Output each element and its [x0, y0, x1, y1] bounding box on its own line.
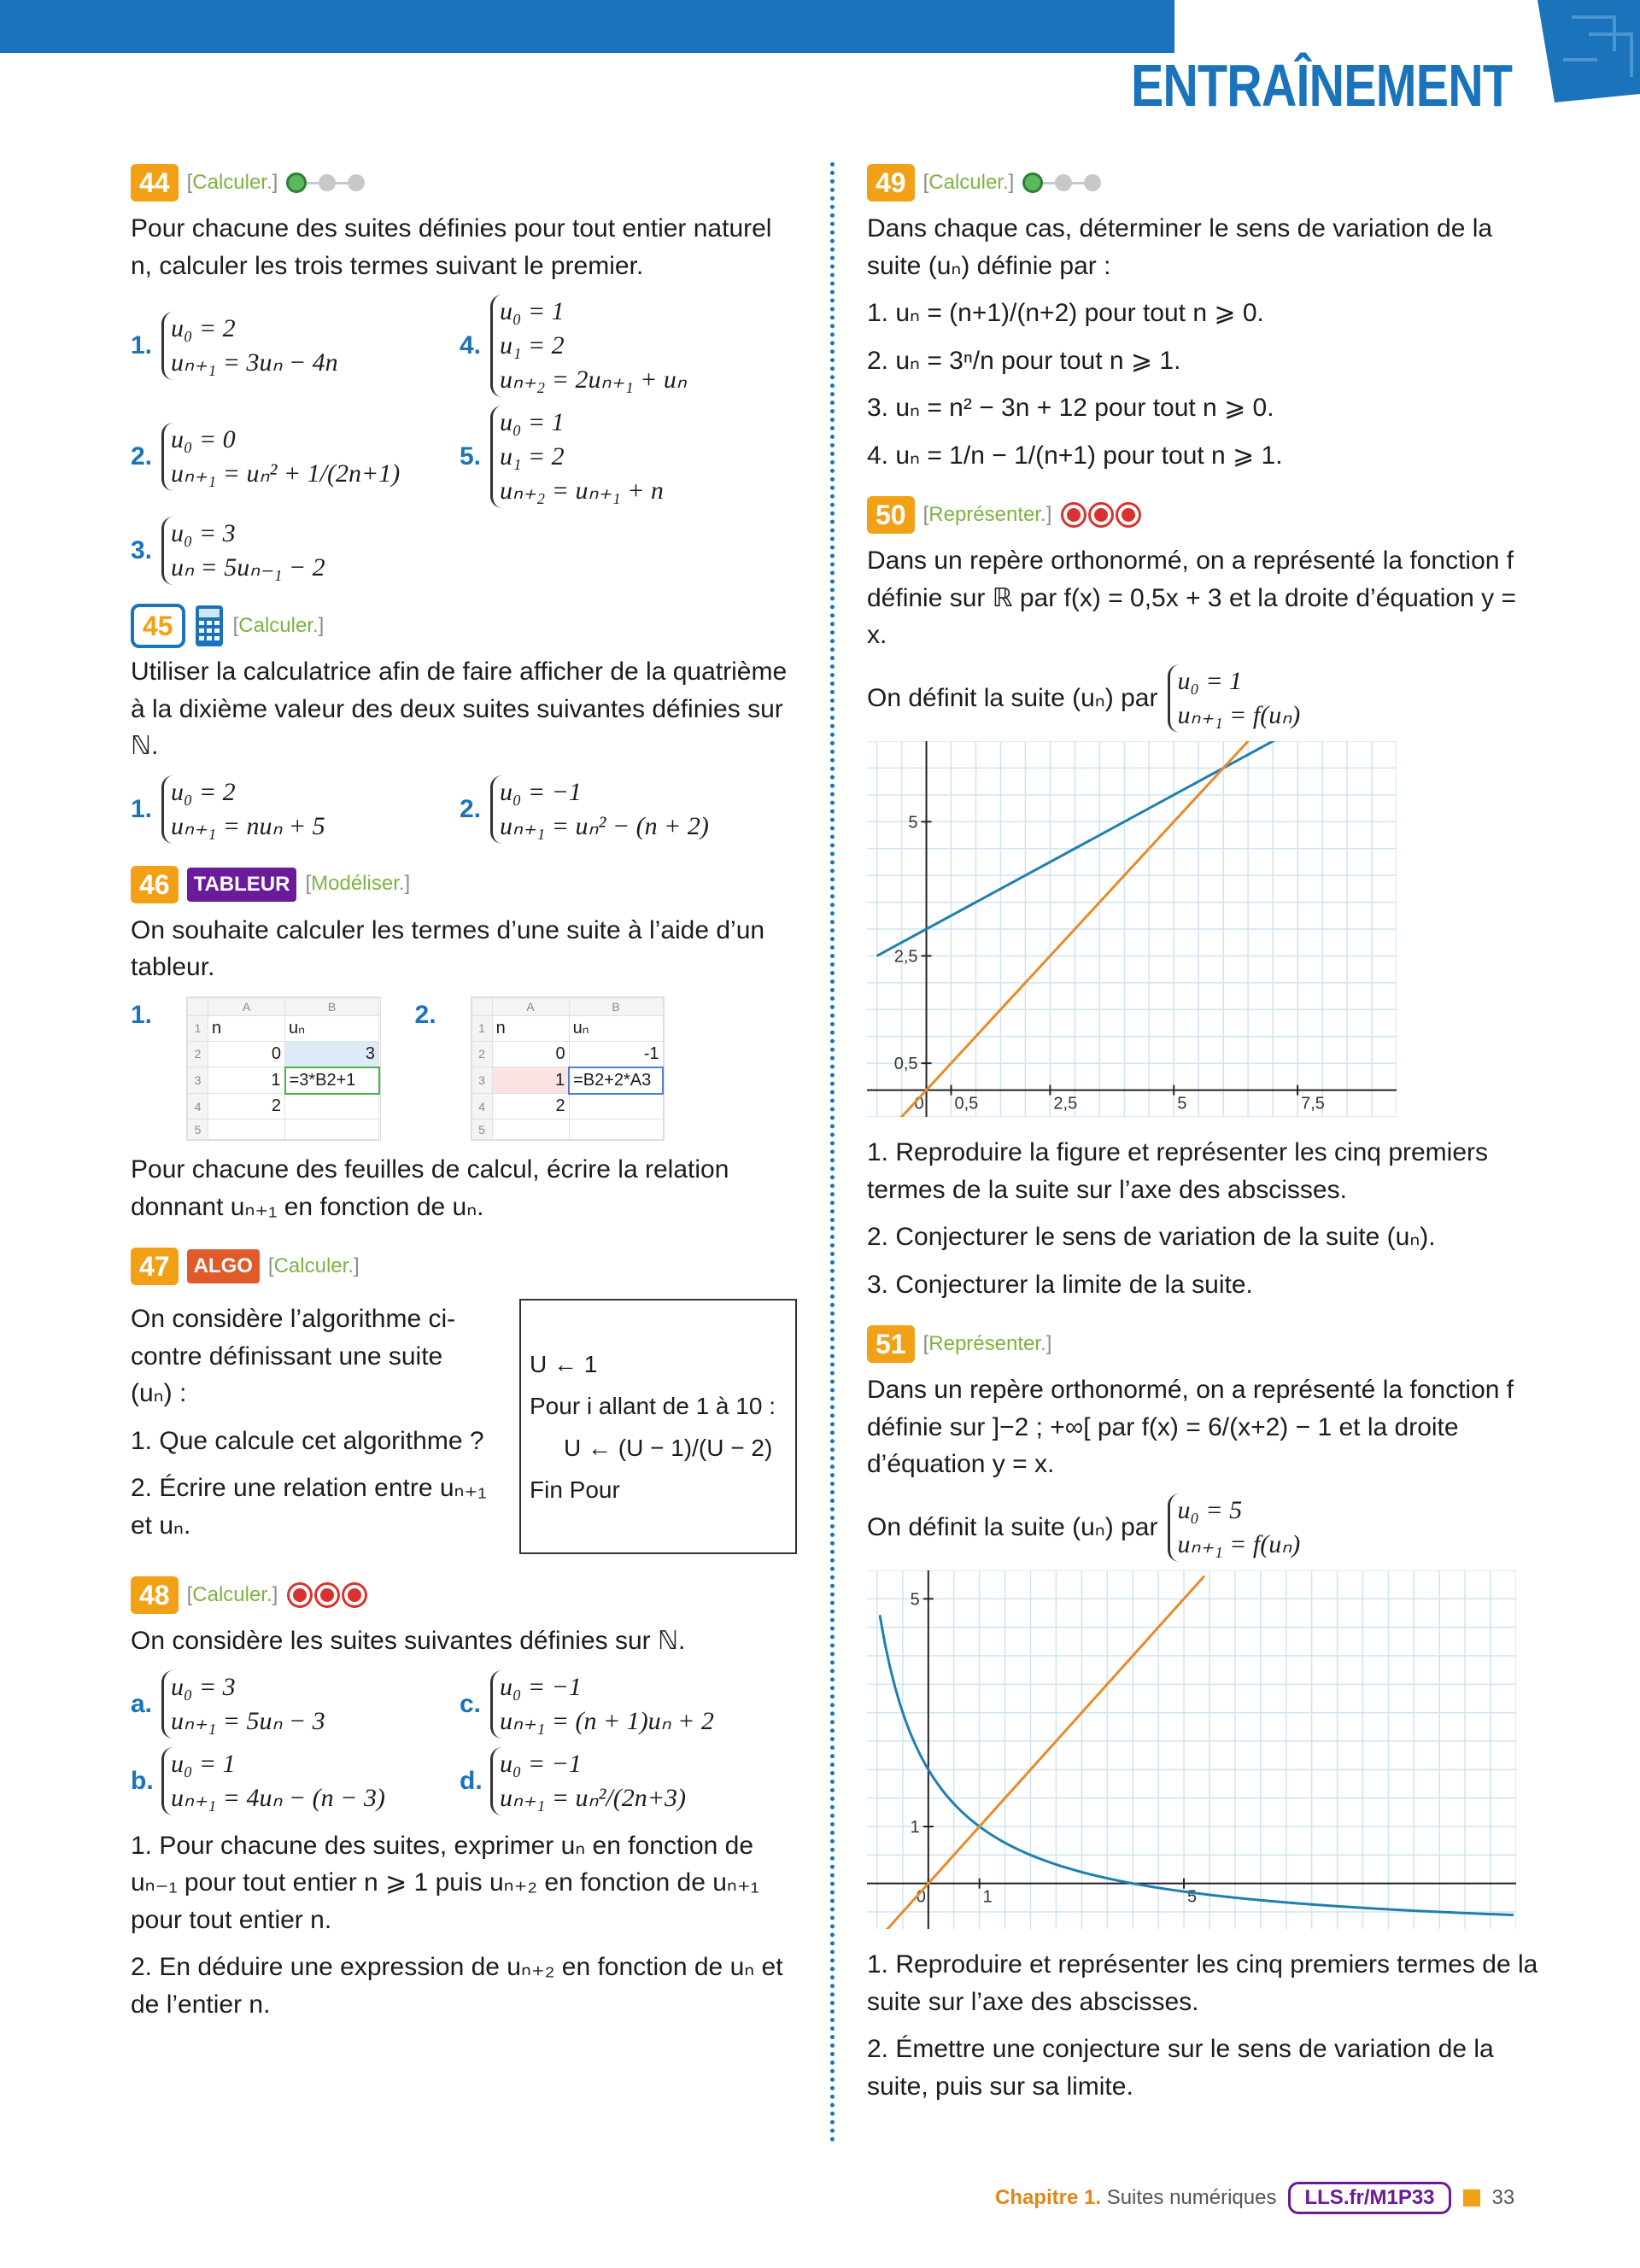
- question-2: 2. En déduire une expression de uₙ₊₂ en fonction de uₙ et de l’entier n.: [131, 1953, 783, 2019]
- x-tick-label: 0: [914, 1094, 924, 1114]
- exercise-question: Pour chacune des feuilles de calcul, écrire la relation donnant uₙ₊₁ en fonction de uₙ.: [131, 1155, 729, 1221]
- exercise-statement: Pour chacune des suites définies pour tout entier naturel n, calculer les trois termes suivant le premier.: [131, 214, 772, 280]
- x-tick-label: 7,5: [1301, 1094, 1325, 1114]
- exercise-statement: On considère les suites suivantes définies sur ℕ.: [131, 1627, 686, 1656]
- exercise-number: 44: [131, 164, 179, 202]
- resource-link[interactable]: LLS.fr/M1P33: [1288, 2182, 1450, 2214]
- exercise-statement: On souhaite calculer les termes d’une suite à l’aide d’un tableur.: [131, 915, 765, 981]
- y-tick-label: 5: [910, 1589, 920, 1609]
- x-tick-label: 0: [916, 1887, 926, 1907]
- item-1: 1. uₙ = (n+1)/(n+2) pour tout n ⩾ 0.: [867, 299, 1264, 327]
- difficulty-indicator: [1060, 505, 1142, 525]
- exercise-48: [131, 1575, 797, 2023]
- exercise-statement: On considère l’algorithme ci-contre définissant une suite (uₙ) :: [131, 1305, 456, 1408]
- exercise-number: 51: [867, 1325, 915, 1363]
- exercise-tag: [Modéliser.]: [305, 872, 411, 896]
- system-item: 2. u₀ = −1 uₙ₊₁ = uₙ² − (n + 2): [460, 775, 788, 844]
- spreadsheets: [131, 997, 797, 1142]
- item-2: 2. uₙ = 3ⁿ/n pour tout n ⩾ 1.: [867, 346, 1181, 375]
- y-tick-label: 1: [910, 1817, 920, 1837]
- question-1: 1. Pour chacune des suites, exprimer uₙ en fonction de uₙ₋₁ pour tout entier n ⩾ 1 puis uₙ₊₂ en fonction de uₙ₊₁ pour tout entier n.: [131, 1831, 759, 1934]
- y-tick-label: 0,5: [893, 1054, 918, 1073]
- difficulty-indicator: [286, 172, 365, 193]
- right-column: [867, 162, 1542, 2125]
- x-tick-label: 0,5: [954, 1094, 979, 1114]
- system-list: [131, 295, 797, 585]
- algorithm-box: U ← 1 Pour i allant de 1 à 10 : U ← (U − 1)/(U − 2) Fin Pour: [519, 1299, 797, 1554]
- system-item: 4. u₀ = 1 u₁ = 2 uₙ₊₂ = 2uₙ₊₁ + uₙ: [460, 295, 788, 397]
- exercise-number: 49: [867, 164, 915, 202]
- series-line: [880, 1615, 1514, 1914]
- spreadsheet-2: 2. A B 1 n uₙ 2 0 -1 3 1 =B2+2*A3 4 2 5: [415, 997, 665, 1142]
- x-tick-label: 1: [982, 1887, 993, 1907]
- item-3: 3. uₙ = n² − 3n + 12 pour tout n ⩾ 0.: [867, 394, 1274, 422]
- system-list: [131, 1670, 797, 1815]
- page-number: 33: [1491, 2185, 1515, 2209]
- chapter-title: Suites numériques: [1106, 2185, 1277, 2209]
- system-item: d. u₀ = −1 uₙ₊₁ = uₙ²/(2n+3): [460, 1747, 788, 1815]
- x-tick-label: 2,5: [1053, 1094, 1078, 1114]
- exercise-statement: Dans chaque cas, déterminer le sens de variation de la suite (uₙ) définie par :: [867, 214, 1493, 280]
- y-tick-label: 5: [908, 812, 918, 832]
- question-2: 2. Émettre une conjecture sur le sens de variation de la suite, puis sur sa limite.: [867, 2035, 1494, 2101]
- difficulty-indicator: [1022, 172, 1101, 193]
- column-divider: [830, 162, 835, 2143]
- exercise-number: 47: [131, 1248, 179, 1285]
- chapter-label: Chapitre 1.: [995, 2185, 1102, 2209]
- exercise-47: [131, 1246, 797, 1554]
- spreadsheet-1: 1. A B 1 n uₙ 2 0 3 3 1 =3*B2+1 4 2 5: [131, 997, 381, 1142]
- system-item: a. u₀ = 3 uₙ₊₁ = 5uₙ − 3: [131, 1670, 460, 1739]
- question-2: 2. Écrire une relation entre uₙ₊₁ et uₙ.: [131, 1474, 487, 1540]
- header-bar: [0, 0, 1174, 53]
- exercise-49: [867, 162, 1542, 474]
- question-3: 3. Conjecturer la limite de la suite.: [867, 1270, 1253, 1299]
- exercise-tag: [Calculer.]: [186, 1582, 278, 1606]
- question-1: 1. Reproduire la figure et représenter les cinq premiers termes de la suite sur l’axe des abscisses.: [867, 1138, 1489, 1204]
- system-item: 1. u₀ = 2 uₙ₊₁ = nuₙ + 5: [131, 775, 460, 844]
- sequence-definition: On définit la suite (uₙ) par u₀ = 5 uₙ₊₁ = f(uₙ): [867, 1493, 1542, 1562]
- y-tick-label: 2,5: [893, 946, 918, 966]
- footer-square: [1463, 2189, 1480, 2207]
- difficulty-indicator: [286, 1585, 368, 1605]
- exercise-number: 45: [131, 604, 185, 648]
- x-tick-label: 5: [1187, 1887, 1198, 1907]
- item-4: 4. uₙ = 1/n − 1/(n+1) pour tout n ⩾ 1.: [867, 441, 1283, 470]
- exercise-tag: [Calculer.]: [267, 1254, 360, 1277]
- exercise-tag: [Calculer.]: [186, 170, 278, 194]
- exercise-tag: [Calculer.]: [232, 613, 325, 637]
- exercise-tag: [Représenter.]: [922, 502, 1052, 526]
- system-list: [131, 775, 797, 844]
- exercise-tag: [Calculer.]: [922, 170, 1015, 194]
- system-item: 5. u₀ = 1 u₁ = 2 uₙ₊₂ = uₙ₊₁ + n: [460, 406, 788, 508]
- system-item: c. u₀ = −1 uₙ₊₁ = (n + 1)uₙ + 2: [460, 1670, 788, 1739]
- sequence-definition: On définit la suite (uₙ) par u₀ = 1 uₙ₊₁ = f(uₙ): [867, 664, 1542, 733]
- exercise-45: [131, 605, 797, 844]
- x-tick-label: 5: [1177, 1094, 1187, 1114]
- system-item: b. u₀ = 1 uₙ₊₁ = 4uₙ − (n − 3): [131, 1747, 460, 1815]
- graph-51: [867, 1570, 1516, 1929]
- page-footer: [995, 2182, 1514, 2214]
- question-1: 1. Que calcule cet algorithme ?: [131, 1426, 484, 1455]
- exercise-46: [131, 864, 797, 1226]
- section-title: ENTRAÎNEMENT: [1130, 52, 1512, 119]
- exercise-statement: Dans un repère orthonormé, on a représenté la fonction f définie sur ]−2 ; +∞[ par f(x) = 6/(x+2) − 1 et la droite d’équation y = x.: [867, 1376, 1514, 1478]
- corner-decoration: [1538, 0, 1640, 102]
- exercise-statement: Dans un repère orthonormé, on a représenté la fonction f définie sur ℝ par f(x) = 0,5x + 3 et la droite d’équation y = x.: [867, 547, 1517, 649]
- exercise-statement: Utiliser la calculatrice afin de faire afficher de la quatrième à la dixième valeur des deux suites suivantes définies sur ℕ.: [131, 658, 788, 760]
- exercise-tag: [Représenter.]: [922, 1331, 1052, 1355]
- question-2: 2. Conjecturer le sens de variation de la suite (uₙ).: [867, 1223, 1436, 1251]
- exercise-51: [867, 1324, 1542, 2105]
- exercise-50: [867, 494, 1542, 1303]
- exercise-44: [131, 162, 797, 585]
- exercise-number: 46: [131, 866, 179, 903]
- tool-badge: ALGO: [187, 1249, 260, 1283]
- system-item: 2. u₀ = 0 uₙ₊₁ = uₙ² + 1/(2n+1): [131, 406, 460, 508]
- calculator-icon: [194, 604, 225, 648]
- question-1: 1. Reproduire et représenter les cinq premiers termes de la suite sur l’axe des abscisses.: [867, 1950, 1538, 2016]
- exercise-number: 50: [867, 496, 915, 534]
- system-item: 1. u₀ = 2 uₙ₊₁ = 3uₙ − 4n: [131, 295, 460, 397]
- exercise-number: 48: [131, 1576, 179, 1614]
- series-line: [877, 1575, 1204, 1928]
- graph-50: [867, 741, 1397, 1117]
- system-item: 3. u₀ = 3 uₙ = 5uₙ₋₁ − 2: [131, 517, 460, 585]
- tool-badge: TABLEUR: [187, 868, 297, 902]
- left-column: [131, 162, 797, 2043]
